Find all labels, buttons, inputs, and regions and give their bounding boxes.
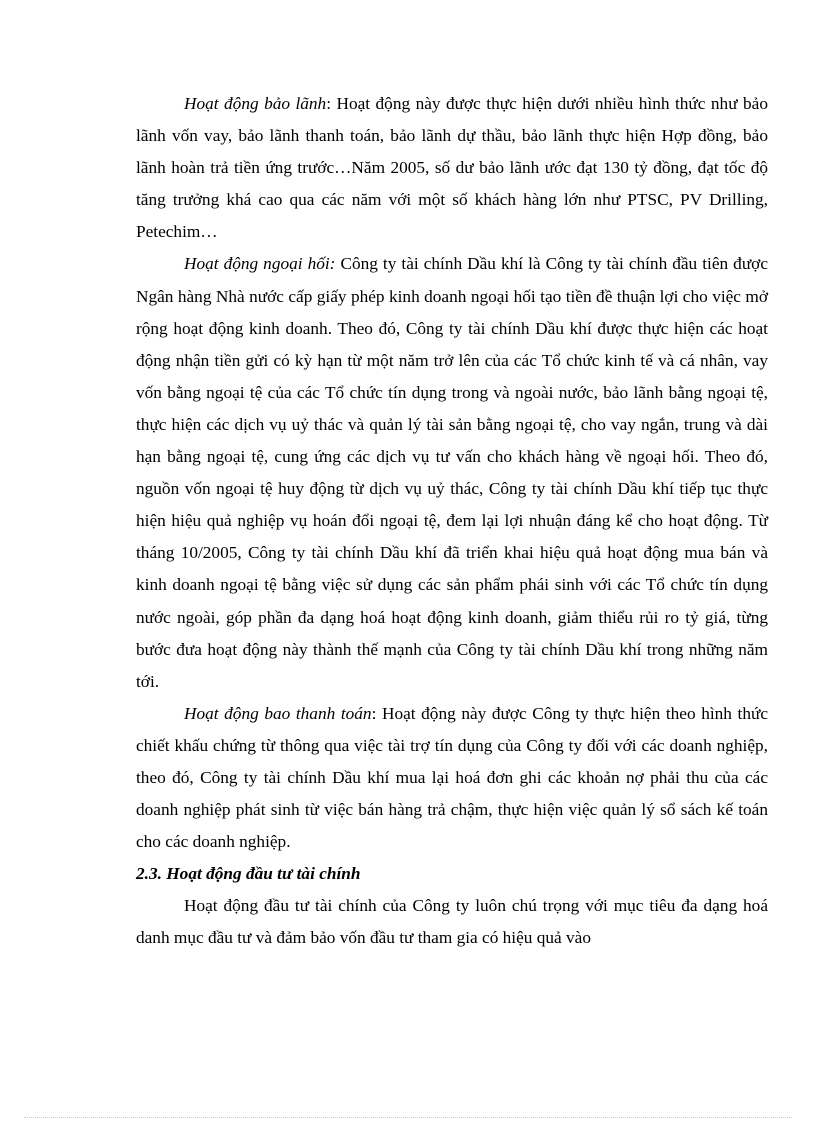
page-bottom-divider: [24, 1117, 792, 1118]
paragraph-text: : Hoạt động này được thực hiện dưới nhiều hình thức như bảo lãnh vốn vay, bảo lãnh thanh toán, bảo lãnh dự thầu, bảo lãnh thực hiện Hợp đồng, bảo lãnh hoàn trả tiền ứng trước…Năm 2005, số dư bảo lãnh ước đạt 130 tỷ đồng, đạt tốc độ tăng trưởng khá cao qua các năm với một số khách hàng lớn như PTSC, PV Drilling, Petechim…: [136, 94, 768, 242]
paragraph-lead: Hoạt động bao thanh toán: [184, 703, 372, 723]
section-heading: 2.3. Hoạt động đầu tư tài chính: [136, 864, 361, 884]
document-page: [136, 88, 768, 955]
paragraph-guarantee: [136, 88, 768, 248]
paragraph-lead: Hoạt động ngoại hối:: [184, 254, 336, 274]
paragraph-text: Công ty tài chính Dầu khí là Công ty tài chính đầu tiên được Ngân hàng Nhà nước cấp giấy phép kinh doanh ngoại hối tạo tiền đề thuận lợi cho việc mở rộng hoạt động kinh doanh. Theo đó, Công ty tài chính Dầu khí được thực hiện các hoạt động nhận tiền gửi có kỳ hạn từ một năm trở lên của các Tổ chức kinh tế và cá nhân, vay vốn bằng ngoại tệ của các Tổ chức tín dụng trong và ngoài nước, bảo lãnh bằng ngoại tệ, thực hiện các dịch vụ uỷ thác và quản lý tài sản bằng ngoại tệ, cho vay ngắn, trung và dài hạn bằng ngoại tệ, cung ứng các dịch vụ tư vấn cho khách hàng về ngoại hối. Theo đó, nguồn vốn ngoại tệ huy động từ dịch vụ uỷ thác, Công ty tài chính Dầu khí tiếp tục thực hiện hiệu quả nghiệp vụ hoán đổi ngoại tệ, đem lại lợi nhuận đáng kể cho hoạt động. Từ tháng 10/2005, Công ty tài chính Dầu khí đã triển khai hiệu quả hoạt động mua bán và kinh doanh ngoại tệ bằng việc sử dụng các sản phẩm phái sinh với các Tổ chức tín dụng nước ngoài, góp phần đa dạng hoá hoạt động kinh doanh, giảm thiểu rủi ro tỷ giá, từng bước đưa hoạt động này thành thế mạnh của Công ty tài chính Dầu khí trong những năm tới.: [136, 254, 768, 691]
paragraph-foreign-exchange: [136, 248, 768, 697]
paragraph-text: : Hoạt động này được Công ty thực hiện theo hình thức chiết khấu chứng từ thông qua việc tài trợ tín dụng của Công ty đối với các doanh nghiệp, theo đó, Công ty tài chính Dầu khí mua lại hoá đơn ghi các khoản nợ phải thu của các doanh nghiệp phát sinh từ việc bán hàng trả chậm, thực hiện việc quản lý sổ sách kế toán cho các doanh nghiệp.: [136, 703, 769, 852]
paragraph-financial-investment: Hoạt động đầu tư tài chính của Công ty luôn chú trọng với mục tiêu đa dạng hoá danh mục đầu tư và đảm bảo vốn đầu tư tham gia có hiệu quả vào: [136, 896, 768, 948]
paragraph-factoring: [136, 698, 768, 858]
paragraph-lead: Hoạt động bảo lãnh: [184, 94, 327, 113]
